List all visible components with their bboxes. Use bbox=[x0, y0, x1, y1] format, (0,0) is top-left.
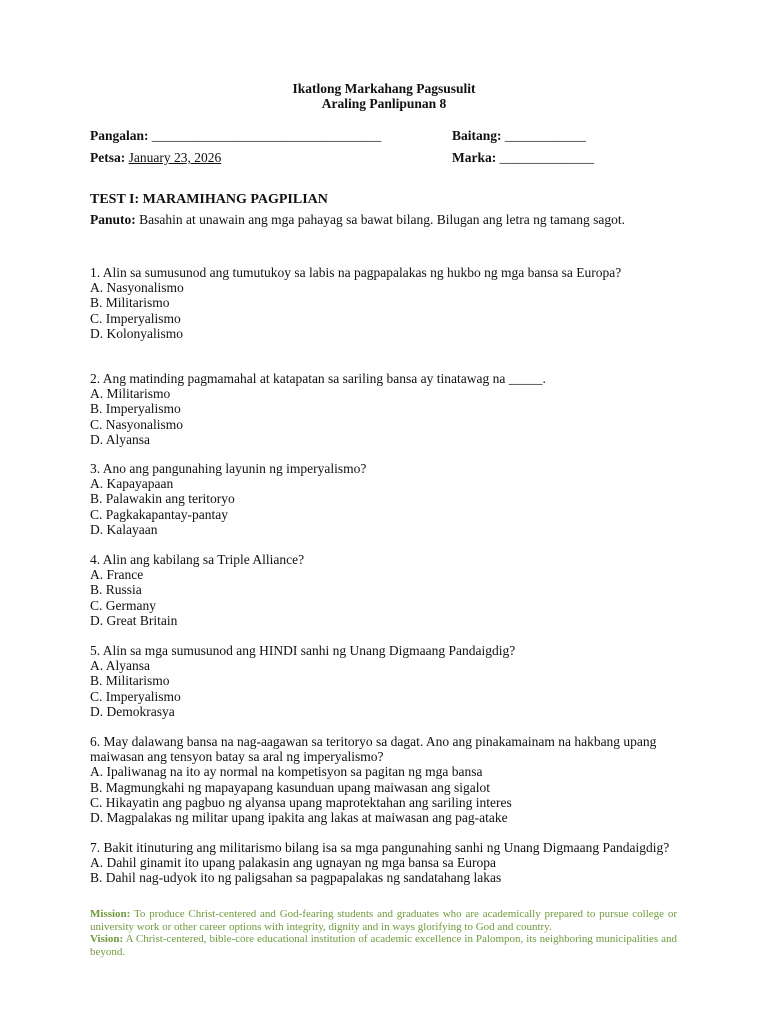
grade-field bbox=[452, 128, 586, 144]
score-blank: ______________ bbox=[499, 150, 595, 165]
directions-text: Basahin at unawain ang mga pahayag sa bawat bilang. Bilugan ang letra ng tamang sagot. bbox=[139, 212, 625, 227]
name-blank: __________________________________ bbox=[151, 128, 382, 143]
question-4 bbox=[90, 552, 690, 628]
date-label: Petsa: bbox=[90, 150, 126, 165]
option-b: B. Dahil nag-udyok ito ng paligsahan sa pagpapalakas ng sandatahang lakas bbox=[90, 870, 502, 886]
question-3 bbox=[90, 461, 690, 537]
option-c: C. Nasyonalismo bbox=[90, 416, 183, 432]
option-d: D. Kolonyalismo bbox=[90, 325, 183, 341]
exam-title: Ikatlong Markahang Pagsusulit bbox=[292, 81, 476, 96]
mission-text: To produce Christ-centered and God-fearing students and graduates who are academically prepared to pursue college or university work or other career options with integrity, dignity and in ways glorifying to God and country. bbox=[90, 908, 677, 933]
option-c: C. Imperyalismo bbox=[90, 310, 181, 326]
test-heading: TEST I: MARAMIHANG PAGPILIAN bbox=[90, 192, 328, 207]
option-b: B. Imperyalismo bbox=[90, 401, 181, 417]
option-b: B. Militarismo bbox=[90, 673, 170, 689]
question-stem: 6. May dalawang bansa na nag-aagawan sa teritoryo sa dagat. Ano ang pinakamainam na hakbang upang maiwasan ang tensyon batay sa aral ng imperyalismo? bbox=[90, 734, 657, 765]
question-1 bbox=[90, 265, 690, 341]
name-field bbox=[90, 128, 381, 144]
option-c: C. Hikayatin ang pagbuo ng alyansa upang maprotektahan ang sariling interes bbox=[90, 794, 512, 810]
date-value: January 23, 2026 bbox=[128, 150, 222, 165]
option-b: B. Magmungkahi ng mapayapang kasunduan upang maiwasan ang sigalot bbox=[90, 779, 491, 795]
question-stem: 1. Alin sa sumusunod ang tumutukoy sa labis na pagpapalakas ng hukbo ng mga bansa sa Europa? bbox=[90, 265, 622, 280]
option-a: A. France bbox=[90, 567, 144, 583]
option-a: A. Alyansa bbox=[90, 658, 150, 674]
question-stem: 7. Bakit itinuturing ang militarismo bilang isa sa mga pangunahing sanhi ng Unang Digmaang Pandaigdig? bbox=[90, 840, 670, 855]
option-a: A. Kapayapaan bbox=[90, 476, 174, 492]
question-stem: 4. Alin ang kabilang sa Triple Alliance? bbox=[90, 552, 305, 567]
option-a: A. Militarismo bbox=[90, 386, 171, 402]
grade-label: Baitang: bbox=[452, 128, 502, 143]
question-stem: 2. Ang matinding pagmamahal at katapatan sa sariling bansa ay tinatawag na _____. bbox=[90, 371, 546, 386]
mission-label: Mission: bbox=[90, 908, 131, 920]
mission-vision-footer bbox=[90, 908, 677, 958]
option-d: D. Kalayaan bbox=[90, 521, 158, 537]
option-d: D. Demokrasya bbox=[90, 703, 175, 719]
directions bbox=[90, 211, 680, 229]
subject-title: Araling Panlipunan 8 bbox=[321, 96, 447, 111]
option-c: C. Pagkakapantay-pantay bbox=[90, 506, 228, 522]
option-c: C. Imperyalismo bbox=[90, 688, 181, 704]
option-c: C. Germany bbox=[90, 597, 156, 613]
vision-statement bbox=[90, 933, 677, 958]
score-field bbox=[452, 150, 594, 166]
option-b: B. Palawakin ang teritoryo bbox=[90, 491, 235, 507]
question-stem: 5. Alin sa mga sumusunod ang HINDI sanhi ng Unang Digmaang Pandaigdig? bbox=[90, 643, 516, 658]
grade-blank: ____________ bbox=[504, 128, 586, 143]
option-d: D. Magpalakas ng militar upang ipakita ang lakas at maiwasan ang pag-atake bbox=[90, 810, 508, 826]
directions-label: Panuto: bbox=[90, 212, 136, 227]
question-6 bbox=[90, 734, 690, 825]
option-b: B. Militarismo bbox=[90, 295, 170, 311]
question-7 bbox=[90, 840, 690, 886]
question-stem: 3. Ano ang pangunahing layunin ng imperyalismo? bbox=[90, 461, 367, 476]
option-a: A. Dahil ginamit ito upang palakasin ang ugnayan ng mga bansa sa Europa bbox=[90, 855, 497, 871]
option-d: D. Great Britain bbox=[90, 612, 178, 628]
option-b: B. Russia bbox=[90, 582, 142, 598]
option-d: D. Alyansa bbox=[90, 431, 150, 447]
vision-label: Vision: bbox=[90, 933, 124, 946]
vision-text: A Christ-centered, bible-core educational institution of academic excellence in Palompon, its neighboring municipalities and beyond. bbox=[90, 933, 677, 958]
option-a: A. Nasyonalismo bbox=[90, 280, 184, 296]
question-2 bbox=[90, 371, 690, 447]
date-field bbox=[90, 150, 221, 166]
score-label: Marka: bbox=[452, 150, 497, 165]
option-a: A. Ipaliwanag na ito ay normal na kompetisyon sa pagitan ng mga bansa bbox=[90, 764, 483, 780]
name-label: Pangalan: bbox=[90, 128, 149, 143]
question-5 bbox=[90, 643, 690, 719]
mission-statement bbox=[90, 908, 677, 933]
